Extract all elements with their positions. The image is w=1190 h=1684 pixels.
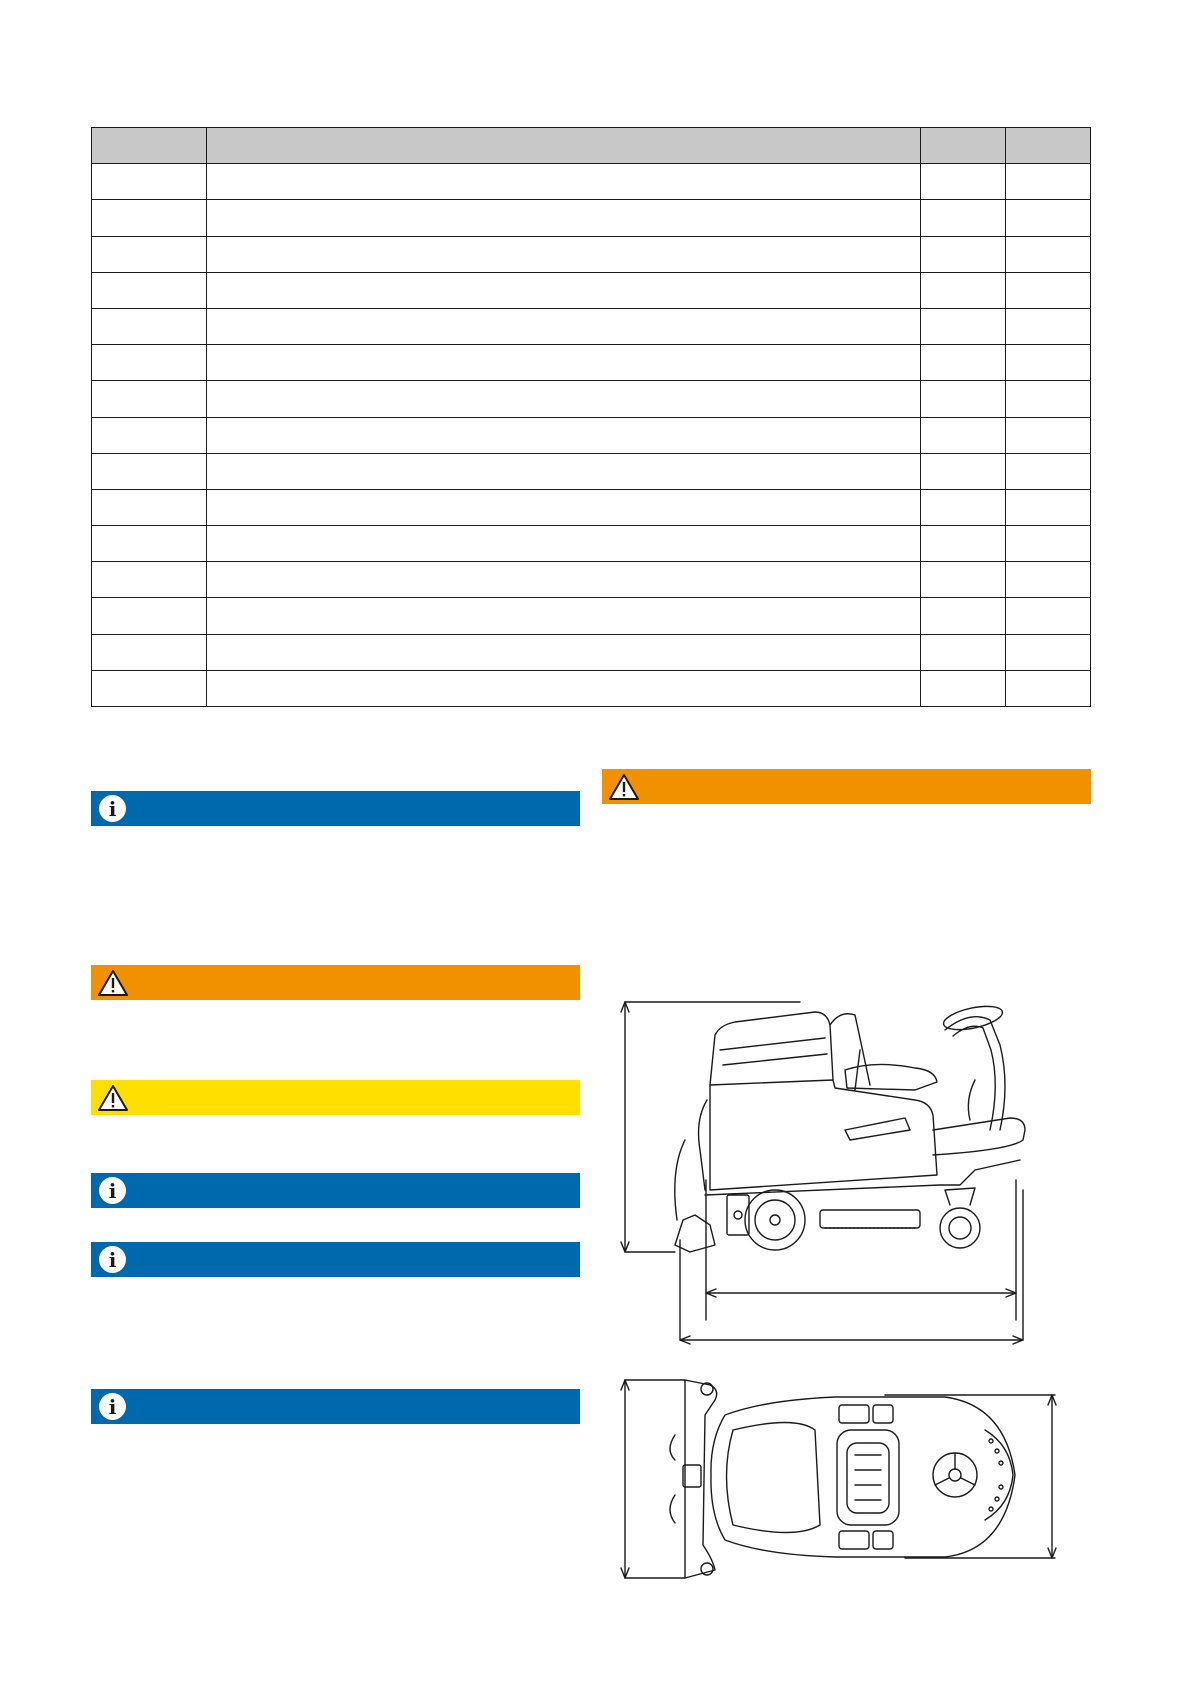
table-cell — [921, 308, 1006, 344]
table-row — [92, 670, 1091, 706]
table-cell — [207, 381, 921, 417]
table-cell — [92, 308, 207, 344]
table-cell — [1006, 417, 1091, 453]
table-row — [92, 200, 1091, 236]
table-cell — [92, 562, 207, 598]
table-row — [92, 598, 1091, 634]
table-cell — [92, 526, 207, 562]
table-cell — [92, 164, 207, 200]
specification-table — [91, 127, 1091, 707]
table-cell — [92, 236, 207, 272]
table-cell — [1006, 236, 1091, 272]
machine-top-view-drawing — [615, 1375, 1065, 1600]
table-body — [92, 164, 1091, 707]
table-cell — [92, 453, 207, 489]
table-cell — [92, 489, 207, 525]
info-icon: i — [99, 1246, 126, 1273]
table-cell — [207, 562, 921, 598]
table-cell — [921, 562, 1006, 598]
table-cell — [207, 200, 921, 236]
table-cell — [207, 417, 921, 453]
table-cell — [921, 634, 1006, 670]
table-cell — [207, 526, 921, 562]
table-row — [92, 526, 1091, 562]
table-cell — [921, 526, 1006, 562]
info-icon: i — [99, 1177, 126, 1204]
table-cell — [92, 417, 207, 453]
table-cell — [1006, 381, 1091, 417]
table-row — [92, 272, 1091, 308]
table-cell — [1006, 453, 1091, 489]
table-cell — [207, 345, 921, 381]
table-cell — [1006, 634, 1091, 670]
info-notice-bar — [91, 1173, 580, 1208]
table-header-cell — [1006, 128, 1091, 164]
table-cell — [921, 236, 1006, 272]
table-cell — [921, 598, 1006, 634]
table-cell — [92, 670, 207, 706]
warning-notice-bar — [602, 769, 1091, 804]
table-row — [92, 308, 1091, 344]
table-cell — [92, 381, 207, 417]
table-row — [92, 417, 1091, 453]
table-cell — [207, 164, 921, 200]
info-icon: i — [99, 1393, 126, 1420]
table-cell — [92, 634, 207, 670]
warning-triangle-icon — [97, 1084, 129, 1112]
table-row — [92, 381, 1091, 417]
table-cell — [1006, 598, 1091, 634]
table-cell — [921, 164, 1006, 200]
table-cell — [1006, 200, 1091, 236]
table-cell — [1006, 562, 1091, 598]
table-cell — [921, 381, 1006, 417]
table-cell — [921, 489, 1006, 525]
table-cell — [1006, 308, 1091, 344]
table-row — [92, 164, 1091, 200]
table-row — [92, 345, 1091, 381]
table-cell — [207, 272, 921, 308]
table-header-cell — [92, 128, 207, 164]
table-cell — [1006, 489, 1091, 525]
table-cell — [207, 308, 921, 344]
table-header-cell — [921, 128, 1006, 164]
table-cell — [1006, 526, 1091, 562]
table-header-cell — [207, 128, 921, 164]
table-cell — [1006, 670, 1091, 706]
table-cell — [921, 670, 1006, 706]
table-cell — [921, 453, 1006, 489]
table-cell — [921, 345, 1006, 381]
warning-triangle-icon — [608, 773, 640, 801]
table-cell — [1006, 272, 1091, 308]
table-cell — [1006, 345, 1091, 381]
info-notice-bar — [91, 1242, 580, 1277]
table-cell — [92, 598, 207, 634]
table-row — [92, 634, 1091, 670]
table-row — [92, 562, 1091, 598]
table-cell — [1006, 164, 1091, 200]
table-cell — [921, 272, 1006, 308]
table-cell — [92, 200, 207, 236]
table-header-row — [92, 128, 1091, 164]
table-cell — [921, 417, 1006, 453]
table-cell — [207, 634, 921, 670]
warning-notice-bar — [91, 965, 580, 1000]
table-row — [92, 236, 1091, 272]
table-cell — [207, 453, 921, 489]
table-cell — [921, 200, 1006, 236]
table-row — [92, 453, 1091, 489]
machine-side-view-drawing — [615, 990, 1055, 1350]
table-cell — [207, 236, 921, 272]
info-icon: i — [99, 795, 126, 822]
info-notice-bar — [91, 1389, 580, 1424]
table-cell — [207, 598, 921, 634]
table-cell — [92, 345, 207, 381]
caution-notice-bar — [91, 1080, 580, 1115]
info-notice-bar — [91, 791, 580, 826]
table-cell — [207, 489, 921, 525]
warning-triangle-icon — [97, 969, 129, 997]
table-row — [92, 489, 1091, 525]
table-cell — [207, 670, 921, 706]
table-cell — [92, 272, 207, 308]
